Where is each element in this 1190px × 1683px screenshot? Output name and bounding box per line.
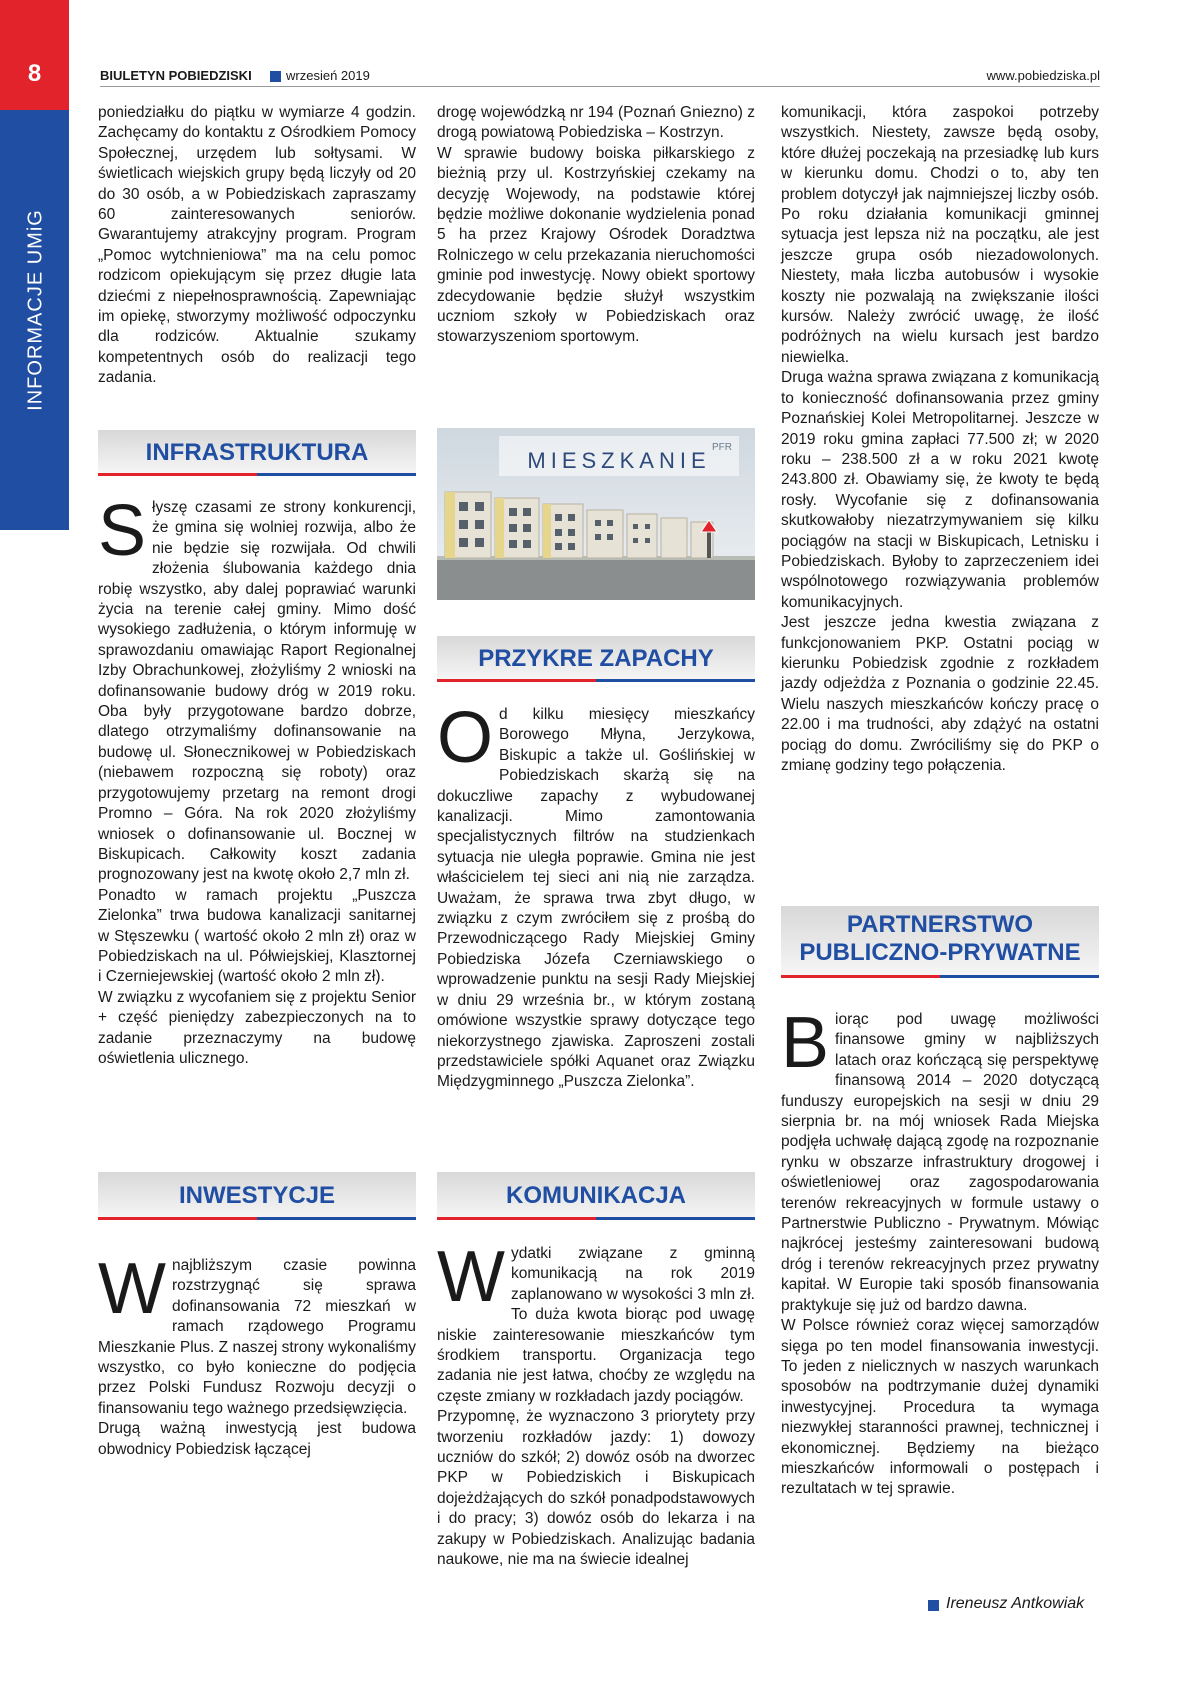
photo-caption: MIESZKANIE <box>527 448 711 473</box>
article-paragraph: ydatki związane z gminną komunikacją na rok 2019 zaplanowano w wysokości 3 mln zł. To duża kwota biorąc pod uwagę niskie zainteresowanie mieszkańców tym środkiem transportu. Organizacja tego zadania nie jest łatwa, choćby ze względu na częste zmiany w rozkładach jazdy pociągów. <box>437 1245 755 1405</box>
dropcap: W <box>98 1249 166 1329</box>
partnerstwo-article <box>781 1003 1099 1500</box>
section-heading-infrastruktura <box>98 430 416 476</box>
section-heading-komunikacja <box>437 1172 755 1220</box>
article-paragraph: Drugą ważną inwestycją jest budowa obwodnicy Pobiedzisk łączącej <box>98 1420 416 1458</box>
publication-title: BIULETYN POBIEDZISKI <box>100 68 252 83</box>
publication-date: wrzesień 2019 <box>286 68 370 83</box>
przykre-zapachy-article <box>437 698 755 1093</box>
article-paragraph: d kilku miesięcy mieszkańcy Borowego Młyna, Jerzykowa, Biskupic a także ul. Goślińskiej w Pobiedziskach skarżą się na dokuczliwe zapachy z wybudowanej kanalizacji. Mimo zamontowania specjalistycznych filtrów na studzienkach sytuacja nie uległa poprawie. Gmina nie jest właścicielem tej sieci ani nią nie zarządza. Uważam, że sprawa trwa zbyt długo, w związku z czym zwróciłem się z prośbą do Przewodniczącego Rady Miejskiej Gminy Pobiedziska Józefa Czerniawskiego o wprowadzenie punktu na sesji Rady Miejskiej w dniu 29 września br., w którym zostaną omówione wszystkie sprawy dotyczące tego niekorzystnego zjawiska. Zaproszeni zostali przedstawiciele spółki Aquanet oraz Związku Międzygminnego „Puszcza Zielonka”. <box>437 706 755 1091</box>
heading-text: INWESTYCJE <box>178 1182 336 1209</box>
author-signature: Ireneusz Antkowiak <box>946 1595 1085 1612</box>
article-paragraph: najbliższym czasie powinna rozstrzygnąć się sprawa dofinansowania 72 mieszkań w ramach rządowego Programu Mieszkanie Plus. Z naszej strony wykonaliśmy wszystko, co było konieczne do podjęcia przez Polski Fundusz Rozwoju decyzji o finansowaniu tego ważnego przedsięwzięcia. <box>98 1257 416 1417</box>
infrastruktura-article <box>98 491 416 1069</box>
section-side-label: INFORMACJE UMiG <box>24 209 47 411</box>
article-paragraph: W Polsce również coraz więcej samorządów sięga po ten model finansowania inwestycji. To jeden z nielicznych w naszych warunkach sposobów na podtrzymanie dużej dynamiki inwestycyjnej. Procedura ta wymaga niezwykłej staranności prawnej, technicznej i ekonomicznej. Będziemy na bieżąco mieszkańców informowali o postępach i rezultatach w tej sprawie. <box>781 1317 1099 1498</box>
page-number-box <box>0 0 69 110</box>
inwestycje-article <box>98 1249 416 1460</box>
article-paragraph: Jest jeszcze jedna kwestia związana z funkcjonowaniem PKP. Ostatni pociąg w kierunku Pobiedzisk zgodnie z rozkładem jazdy odjeżdża z Poznania o godzinie 22.45. Wielu naszych mieszkańców kończy pracę o 22.00 i ma trudności, aby zdążyć na ostatni pociąg do domu. Zwróciliśmy się do PKP o zmianę godziny tego połączenia. <box>781 614 1099 774</box>
website-link[interactable]: www.pobiedziska.pl <box>986 68 1100 83</box>
section-heading-przykre-zapachy <box>437 636 755 682</box>
article-paragraph: W związku z wycofaniem się z projektu Senior + część pieniędzy zabezpieczonych na to zadanie przeznaczymy na budowę oświetlenia ulicznego. <box>98 988 416 1067</box>
heading-rule <box>437 679 755 682</box>
page-number: 8 <box>27 60 42 87</box>
column-2 <box>437 103 755 348</box>
header-rule <box>100 86 1100 87</box>
section-heading-inwestycje <box>98 1172 416 1220</box>
heading-text: PRZYKRE ZAPACHY <box>478 645 714 672</box>
photo-brand: PFR <box>712 442 732 453</box>
heading-rule <box>98 473 416 476</box>
heading-text: KOMUNIKACJA <box>506 1182 686 1209</box>
article-paragraph: W sprawie budowy boiska piłkarskiego z bieżnią przy ul. Kostrzyńskiej czekamy na decyzję Wojewody, na podstawie której będzie możliwe dokonanie wydzielenia ponad 5 ha przez Krajowy Ośrodek Doradztwa Rolniczego w celu przekazania nieruchomości gminie pod inwestycję. Nowy obiekt sportowy zdecydowanie będzie służył wszystkim uczniom szkoły w Pobiedziskach oraz stowarzyszeniom sportowym. <box>437 144 755 346</box>
section-heading-partnerstwo <box>781 906 1099 978</box>
heading-text: INFRASTRUKTURA <box>145 439 369 466</box>
article-paragraph: łyszę czasami ze strony konkurencji, że gmina się wolniej rozwija, albo że nie będzie się rozwijała. Od chwili złożenia ślubowania każdego dnia robię wszystko, aby dalej poprawiać warunki życia na terenie całej gminy. Mimo dość wysokiego zadłużenia, o którym informuję w sprawozdaniu omawiając Raport Regionalnej Izby Obrachunkowej, złożyliśmy 2 wnioski na dofinansowanie budowy dróg w 2019 roku. Oba były przygotowane bardzo dobrze, dlatego otrzymaliśmy dofinansowanie na budowę ul. Słonecznikowej w Pobiedziskach (niebawem rozpoczną się roboty) oraz przygotowujemy przetarg na remont drogi Promno – Góra. Na rok 2020 złożyliśmy wniosek o dofinansowanie ul. Bocznej w Biskupicach. Całkowity koszt zadania prognozowany jest na kwotę około 2,7 mln zł. <box>98 499 416 884</box>
article-paragraph: Druga ważna sprawa związana z komunikacją to konieczność dofinansowania przez gminy Poznańskiej Kolei Metropolitarnej. Jeszcze w 2019 roku gmina zapłaci 77.500 zł; w 2020 roku – 238.500 zł a w roku 2021 kwotę 243.800 zł. Obawiamy się, że kwoty te będą rosły. Wycofanie się z dofinansowania skutkowałoby niezatrzymywaniem się kilku pociągów na stacji w Biskupicach, Letnisku i Pobiedziskach. Byłoby to zaprzeczeniem idei wspólnotowego rozwiązywania problemów komunikacyjnych. <box>781 369 1099 611</box>
column-3 <box>781 103 1099 776</box>
heading-text-line-2: PUBLICZNO-PRYWATNE <box>799 939 1081 966</box>
article-paragraph: komunikacji, która zaspokoi potrzeby wszystkich. Niestety, zawsze będą osoby, które dłużej poczekają na przesiadkę lub kurs w kierunku domu. Chodzi o to, aby ten problem dotyczył jak najmniejszej liczby osób. Po roku działania komunikacji gminnej sytuacja jest lepsza niż na początku, ale jest jeszcze grupa osób niezadowolonych. Niestety, mała liczba autobusów i wysokie koszty nie pozwalają na zwiększanie ilości kursów. Należy zwrócić uwagę, że ilość podróżnych na wielu kursach jest bardzo niewielka. <box>781 104 1099 366</box>
column-1 <box>98 103 416 389</box>
article-paragraph: Ponadto w ramach projektu „Puszcza Zielonka” trwa budowa kanalizacji sanitarnej w Stęszewku ( wartość około 2 mln zł) oraz w Pobiedziskach na ul. Półwiejskiej, Klasztornej i Czerniejewskiej (wartość około 2 mln zł). <box>98 886 416 986</box>
article-paragraph: drogę wojewódzką nr 194 (Poznań Gniezno) z drogą powiatową Pobiedziska – Kostrzyn. <box>437 104 755 142</box>
dropcap: O <box>437 698 494 778</box>
dropcap: W <box>437 1237 505 1317</box>
housing-illustration <box>437 428 755 600</box>
heading-rule <box>437 1217 755 1220</box>
dropcap: B <box>781 1003 830 1083</box>
heading-text-line-1: PARTNERSTWO <box>846 911 1034 938</box>
mieszkanie-plus-photo <box>437 428 755 600</box>
signature-square-icon <box>928 1600 939 1611</box>
article-paragraph: Przypomnę, że wyznaczono 3 priorytety przy tworzeniu rozkładów jazdy: 1) dowozy uczniów do szkół; 2) dowóz osób na dworzec PKP w Pobiedziskich i Biskupicach dojeżdżających do szkół ponadpodstawowych i do pracy; 3) dowóz osób do lekarza i na zakupy w Pobiedziskach. Analizując badania naukowe, nie ma na świecie idealnej <box>437 1408 755 1569</box>
article-paragraph: iorąc pod uwagę możliwości finansowe gminy w najbliższych latach oraz kończącą się perspektywę finansową 2014 – 2020 dotyczącą funduszy europejskich na sesji w dniu 29 sierpnia br. na mój wniosek Rada Miejska podjęła uchwałę dającą zgodę na rozpoznanie rynku w obszarze infrastruktury drogowej i oświetleniowej oraz zagospodarowania terenów rekreacyjnych w formule ustawy o Partnerstwie Publiczno - Prywatnym. Mówiąc najkrócej jesteśmy zainteresowani budową dróg i terenów rekreacyjnych przez prywatny kapitał. W Europie taki sposób finansowania praktykuje się już od bardzo dawna. <box>781 1011 1099 1314</box>
intro-paragraph: poniedziałku do piątku w wymiarze 4 godzin. Zachęcamy do kontaktu z Ośrodkiem Pomocy Społecznej, urzędem lub sołtysami. W świetlicach wiejskich grupy będą liczyły od 20 do 30 osób, a w Pobiedziskach zapraszamy 60 zainteresowanych seniorów. Gwarantujemy atrakcyjny program. Program „Pomoc wytchnieniowa” ma na celu pomoc rodzicom opiekującym się przez długie lata dziećmi z niepełnosprawnością. Zapewniając im opiekę, stworzymy możliwość odpoczynku dla rodziców. Aktualnie szukamy kompetentnych osób do realizacji tego zadania. <box>98 104 416 387</box>
heading-rule <box>98 1217 416 1220</box>
page-header <box>100 68 1100 88</box>
komunikacja-article <box>437 1237 755 1571</box>
header-square-icon <box>270 71 281 82</box>
dropcap: S <box>98 491 147 571</box>
heading-rule <box>781 975 1099 978</box>
